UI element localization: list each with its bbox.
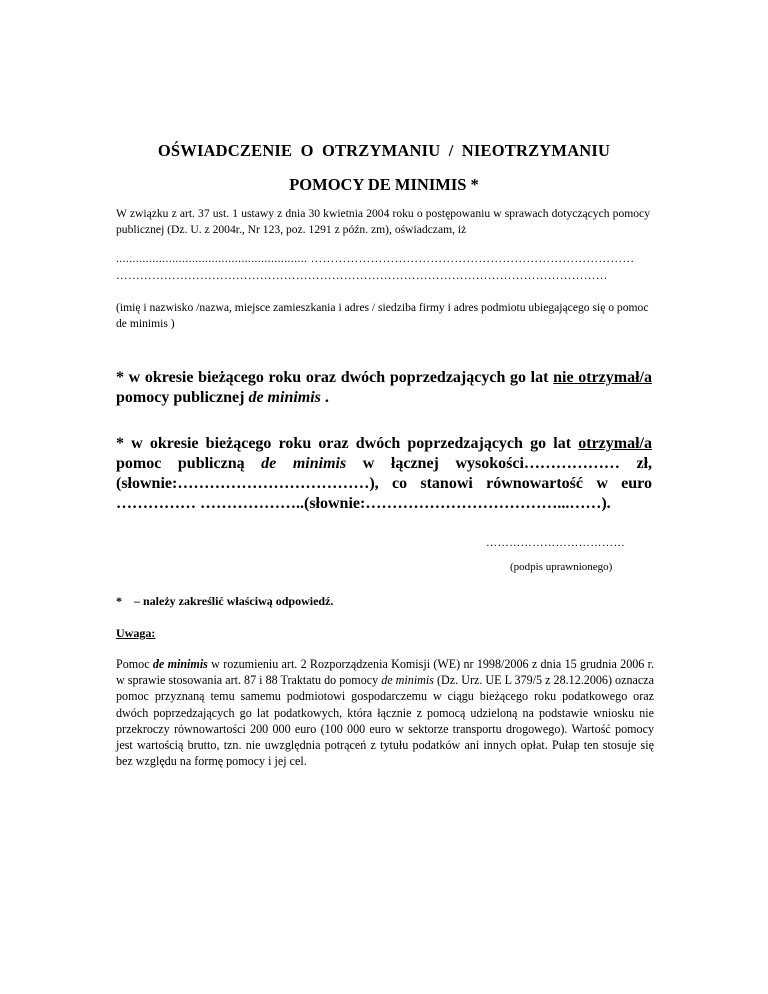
note-paragraph-term1: de minimis [152, 657, 208, 671]
option-received-term: de minimis [261, 455, 347, 472]
option-received-mid: pomoc publiczną [116, 455, 262, 472]
option-not-received-text: * w okresie bieżącego roku oraz dwóch poprzedzających go lat [116, 369, 554, 386]
signature-line: ……………………………… [486, 537, 626, 549]
option-not-received-underlined: nie otrzymał/a [553, 369, 652, 386]
option-not-received-term: de minimis [248, 389, 321, 406]
note-paragraph-part1: Pomoc [116, 657, 153, 671]
applicant-fill-hint: (imię i nazwisko /nazwa, miejsce zamieszkania i adres / siedziba firmy i adres podmiotu ubiegającego się o pomoc de minimis ) [116, 301, 649, 330]
document-title-line2: POMOCY DE MINIMIS * [289, 175, 479, 194]
intro-paragraph: W związku z art. 37 ust. 1 ustawy z dnia 30 kwietnia 2004 roku o postępowaniu w sprawach dotyczących pomocy publicznej (Dz. U. z 2004r., Nr 123, poz. 1291 z późn. zm), oświadczam, iż [116, 207, 650, 236]
footnote-text: – należy zakreślić właściwą odpowiedź. [134, 594, 334, 608]
option-received [116, 434, 652, 514]
note-paragraph-part3: (Dz. Urz. UE L 379/5 z 28.12.2006) oznacza pomoc przyznaną temu samemu podmiotowi gospodarczemu w ciągu bieżącego roku podatkowego oraz dwóch poprzedzających go lat podatkowych, która łącznie z pomocą udzieloną na podstawie wniosku nie przekroczy równowartości 200 000 euro (100 000 euro w sektorze transportu drogowego). Wartość pomocy jest wartością brutto, tzn. nie uwzględnia potrąceń z tytułu podatków ani innych opłat. Pułap ten stosuje się bez względu na formę pomocy i jej cel. [116, 673, 654, 769]
signature-label: (podpis uprawnionego) [510, 561, 613, 573]
option-received-underlined: otrzymał/a [578, 435, 652, 452]
footnote-star: * [116, 594, 122, 608]
note-heading [116, 626, 155, 641]
applicant-fill-line-1: .......................................................... ……………………………………………………………………… [116, 252, 635, 265]
note-heading-colon: : [151, 626, 156, 640]
option-not-received-end: . [320, 389, 329, 406]
footnote [116, 594, 333, 609]
applicant-fill-line-2: …………………………………………………………………………………………………………… [116, 269, 608, 282]
option-received-text: * w okresie bieżącego roku oraz dwóch poprzedzających go lat [116, 435, 579, 452]
option-not-received [116, 368, 652, 408]
option-received-end: w łącznej wysokości……………… zł, (słownie:………………………………), co stanowi równowartość w euro …………… ………………..(słownie:………………………………...……). [116, 455, 653, 512]
note-paragraph [116, 656, 654, 769]
document-title-line1: OŚWIADCZENIE O OTRZYMANIU / NIEOTRZYMANIU [157, 141, 611, 160]
note-paragraph-part2: w rozumieniu art. 2 Rozporządzenia Komisji (WE) nr 1998/2006 z dnia 15 grudnia 2006 r. w sprawie stosowania art. 87 i 88 Traktatu do pomocy [116, 657, 655, 688]
note-paragraph-term2: de minimis [381, 673, 434, 688]
option-not-received-mid: pomocy publicznej [116, 389, 249, 406]
note-heading-label: Uwaga [116, 626, 152, 640]
